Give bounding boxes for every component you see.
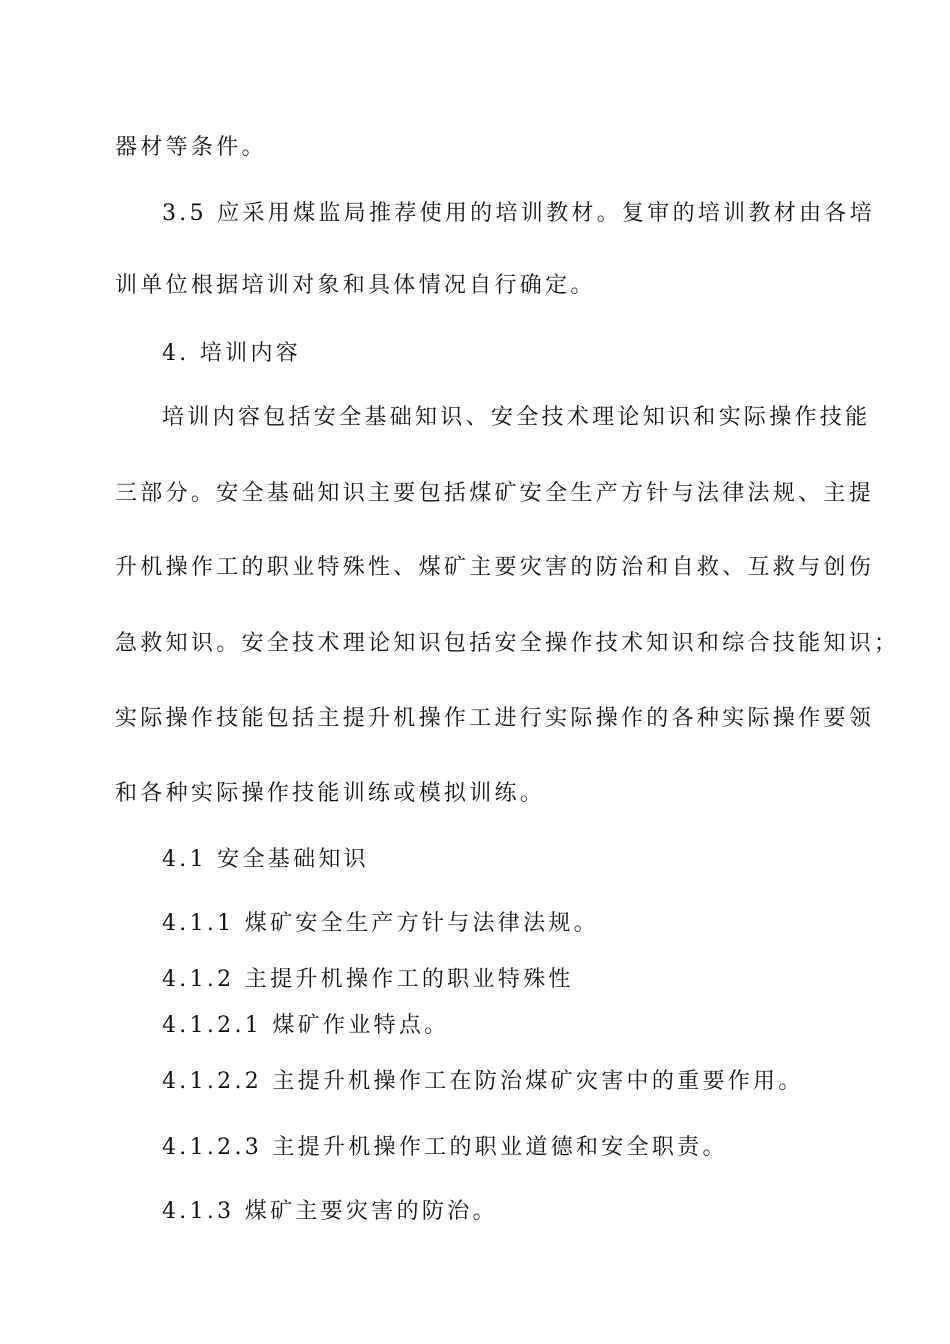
section-3-5-line-1: 3.5 应采用煤监局推荐使用的培训教材。复审的培训教材由各培 bbox=[162, 201, 875, 226]
section-3-5-line-2: 训单位根据培训对象和具体情况自行确定。 bbox=[115, 273, 596, 298]
paragraph-line: 三部分。安全基础知识主要包括煤矿安全生产方针与法律法规、主提 bbox=[115, 481, 875, 506]
paragraph-line: 培训内容包括安全基础知识、安全技术理论知识和实际操作技能 bbox=[162, 405, 871, 430]
paragraph-line: 升机操作工的职业特殊性、煤矿主要灾害的防治和自救、互救与创伤 bbox=[115, 555, 875, 580]
paragraph-line: 实际操作技能包括主提升机操作工进行实际操作的各种实际操作要领 bbox=[115, 706, 875, 731]
item-4-1-2: 4.1.2 主提升机操作工的职业特殊性 bbox=[162, 967, 574, 992]
item-4-1-1: 4.1.1 煤矿安全生产方针与法律法规。 bbox=[162, 911, 599, 936]
paragraph-line: 器材等条件。 bbox=[115, 135, 267, 160]
paragraph-line: 和各种实际操作技能训练或模拟训练。 bbox=[115, 781, 546, 806]
item-4-1-2-3: 4.1.2.3 主提升机操作工的职业道德和安全职责。 bbox=[162, 1135, 728, 1160]
item-4-1-3: 4.1.3 煤矿主要灾害的防治。 bbox=[162, 1199, 498, 1224]
paragraph-line: 急救知识。安全技术理论知识包括安全操作技术知识和综合技能知识； bbox=[115, 631, 900, 656]
heading-section-4: 4. 培训内容 bbox=[162, 341, 302, 366]
item-4-1-2-1: 4.1.2.1 煤矿作业特点。 bbox=[162, 1013, 450, 1038]
item-4-1-2-2: 4.1.2.2 主提升机操作工在防治煤矿灾害中的重要作用。 bbox=[162, 1069, 804, 1094]
heading-section-4-1: 4.1 安全基础知识 bbox=[162, 847, 369, 872]
